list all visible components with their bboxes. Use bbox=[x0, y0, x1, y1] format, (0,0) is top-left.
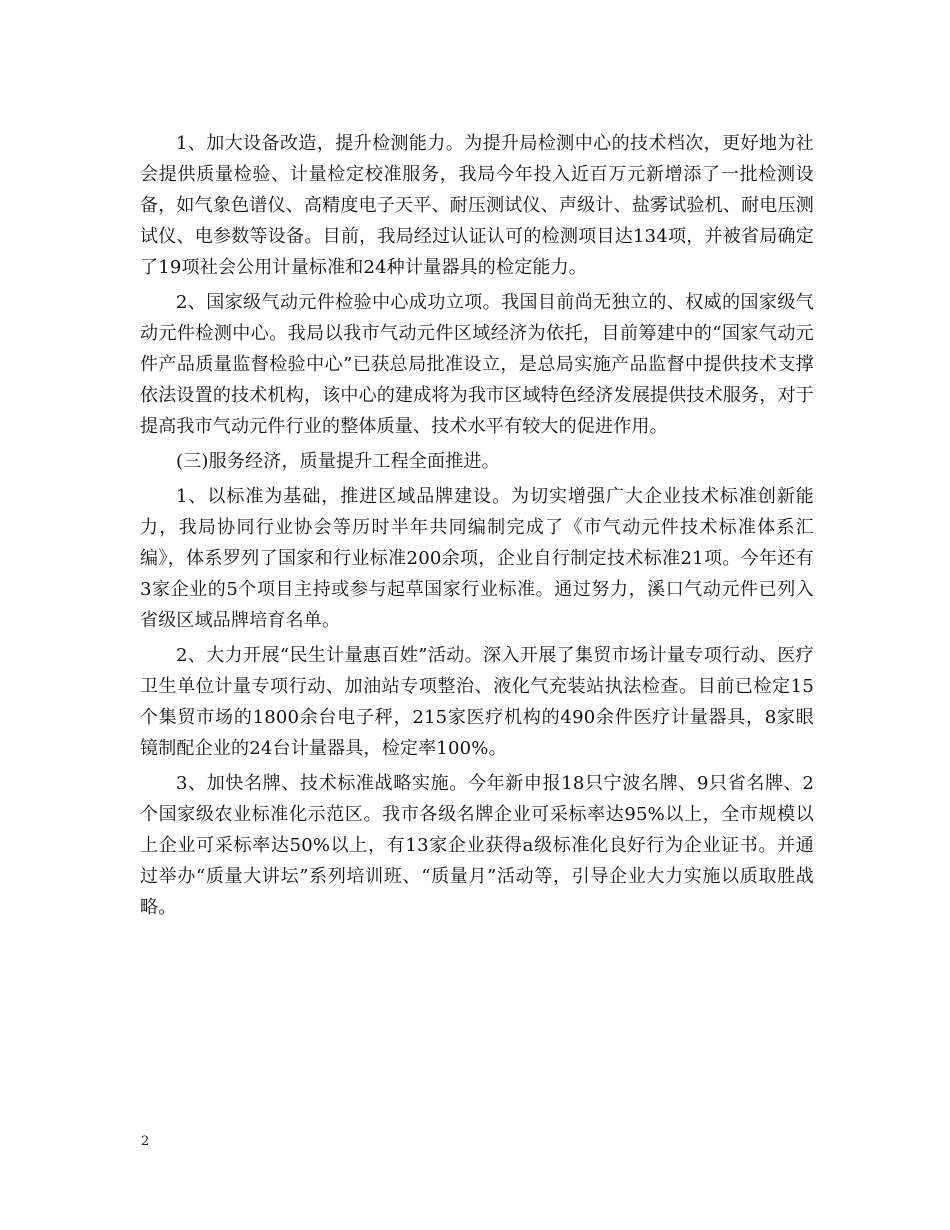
paragraph-regional-brand: 1、以标准为基础，推进区域品牌建设。为切实增强广大企业技术标准创新能力，我局协同行业协会等历时半年共同编制完成了《市气动元件技术标准体系汇编》，体系罗列了国家和行业标准200余项，企业自行制定技术标准21项。今年还有3家企业的5个项目主持或参与起草国家行业标准。通过努力，溪口气动元件已列入省级区域品牌培育名单。 bbox=[140, 486, 814, 631]
document-body bbox=[140, 128, 814, 923]
section-heading-service-economy: (三)服务经济，质量提升工程全面推进。 bbox=[176, 451, 500, 472]
paragraph-metrology-campaign: 2、大力开展“民生计量惠百姓”活动。深入开展了集贸市场计量专项行动、医疗卫生单位计量专项行动、加油站专项整治、液化气充装站执法检查。目前已检定15个集贸市场的1800余台电子秤，215家医疗机构的490余件医疗计量器具，8家眼镜制配企业的24台计量器具，检定率100%。 bbox=[140, 645, 814, 759]
paragraph-equipment-upgrade: 1、加大设备改造，提升检测能力。为提升局检测中心的技术档次，更好地为社会提供质量检验、计量检定校准服务，我局今年投入近百万元新增添了一批检测设备，如气象色谱仪、高精度电子天平、耐压测试仪、声级计、盐雾试验机、耐电压测试仪、电参数等设备。目前，我局经过认证认可的检测项目达134项，并被省局确定了19项社会公用计量标准和24种计量器具的检定能力。 bbox=[140, 133, 814, 278]
page-number: 2 bbox=[141, 1134, 150, 1149]
paragraph-brand-strategy: 3、加快名牌、技术标准战略实施。今年新申报18只宁波名牌、9只省名牌、2个国家级农业标准化示范区。我市各级名牌企业可采标率达95%以上，全市规模以上企业可采标率达50%以上，有13家企业获得a级标准化良好行为企业证书。并通过举办“质量大讲坛”系列培训班、“质量月”活动等，引导企业大力实施以质取胜战略。 bbox=[140, 773, 814, 918]
paragraph-pneumatic-center: 2、国家级气动元件检验中心成功立项。我国目前尚无独立的、权威的国家级气动元件检测中心。我局以我市气动元件区域经济为依托，目前筹建中的“国家气动元件产品质量监督检验中心”已获总局批准设立，是总局实施产品监督中提供技术支撑依法设置的技术机构，该中心的建成将为我市区域特色经济发展提供技术服务，对于提高我市气动元件行业的整体质量、技术水平有较大的促进作用。 bbox=[140, 292, 814, 437]
